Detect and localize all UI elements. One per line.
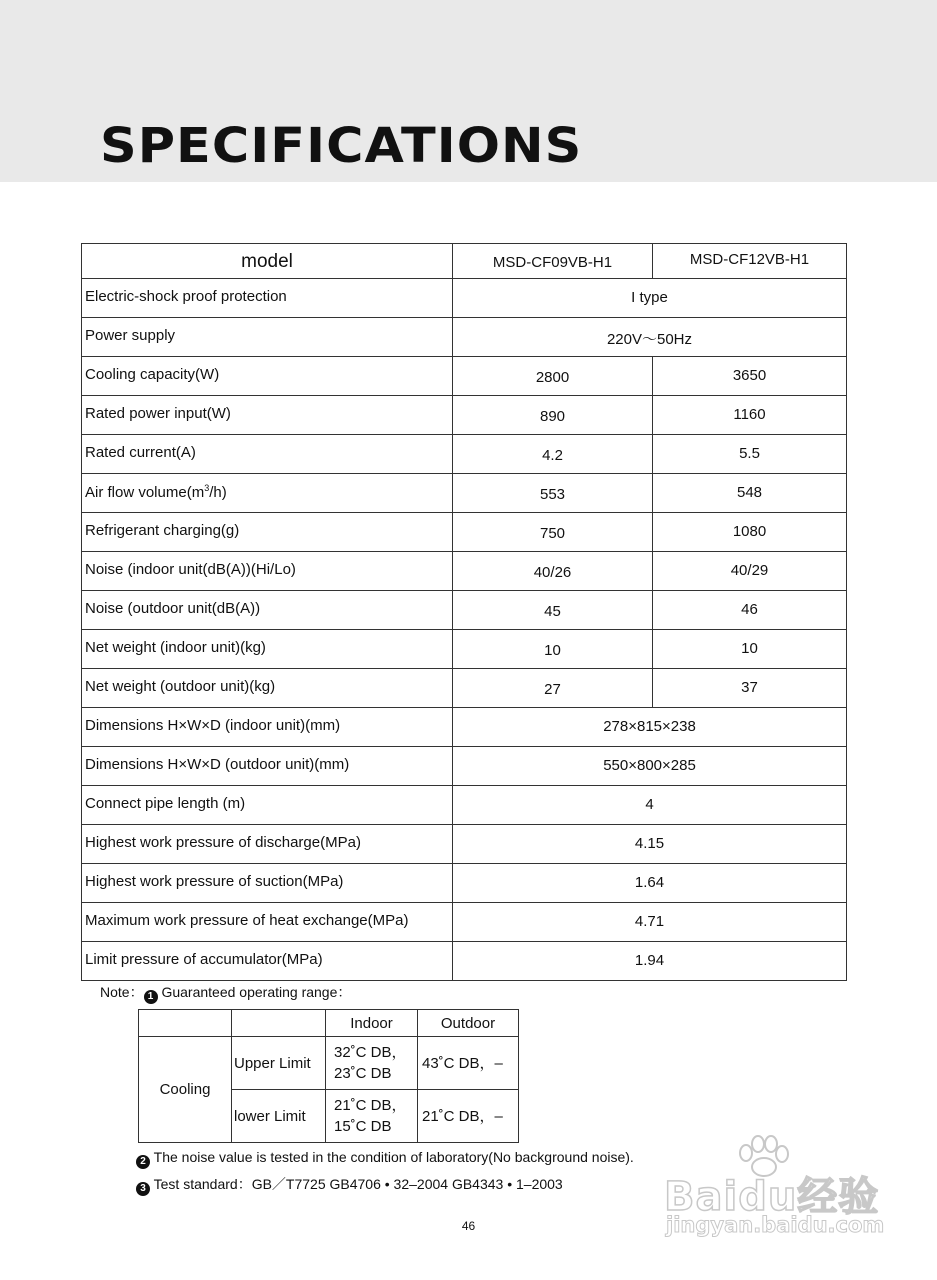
- spec-row: [82, 864, 847, 903]
- spec-row: [82, 747, 847, 786]
- col-outdoor: Outdoor: [418, 1010, 519, 1037]
- spec-row: [82, 630, 847, 669]
- spec-row-label: Limit pressure of accumulator(MPa): [82, 942, 453, 981]
- spec-row-model-1-value: 750: [453, 513, 653, 552]
- note-1-marker: 1: [144, 990, 158, 1004]
- spec-row-model-2-value: 548: [653, 474, 847, 513]
- spec-table: [81, 243, 847, 981]
- spec-row-model-2-value: 3650: [653, 357, 847, 396]
- range-blank-cell: [232, 1010, 326, 1037]
- page-number: 46: [461, 1219, 476, 1233]
- spec-row-label-part: /h): [209, 484, 227, 501]
- mode-cooling: Cooling: [139, 1037, 232, 1143]
- spec-row-label: Cooling capacity(W): [82, 357, 453, 396]
- spec-row-shared-value: 1.94: [453, 942, 847, 981]
- spec-row-model-2-value: 46: [653, 591, 847, 630]
- spec-row-shared-value: 4.15: [453, 825, 847, 864]
- spec-row: [82, 474, 847, 513]
- watermark-url: jingyan.baidu.com: [666, 1213, 885, 1237]
- spec-row-label: Highest work pressure of suction(MPa): [82, 864, 453, 903]
- spec-row: [82, 357, 847, 396]
- spec-row-model-2-value: 1160: [653, 396, 847, 435]
- spec-row-label: Noise (outdoor unit(dB(A)): [82, 591, 453, 630]
- spec-row-model-1-value: 45: [453, 591, 653, 630]
- spec-row-label: Refrigerant charging(g): [82, 513, 453, 552]
- note-3: [136, 1174, 563, 1196]
- spec-row-label: Maximum work pressure of heat exchange(MPa): [82, 903, 453, 942]
- note-1-text: Guaranteed operating range：: [161, 984, 352, 1000]
- spec-row-model-1-value: 4.2: [453, 435, 653, 474]
- note-prefix: Note：: [100, 984, 144, 1000]
- spec-row-label: Rated current(A): [82, 435, 453, 474]
- lower-outdoor: 21˚C DB，–: [418, 1090, 519, 1143]
- spec-row: [82, 318, 847, 357]
- spec-row: [82, 396, 847, 435]
- spec-row: [82, 825, 847, 864]
- upper-indoor: [326, 1037, 418, 1090]
- spec-row: [82, 942, 847, 981]
- spec-row-model-2-value: 1080: [653, 513, 847, 552]
- lower-indoor-line-1: 21˚C DB，: [334, 1097, 407, 1114]
- spec-row-label: [82, 474, 453, 513]
- spec-row-shared-value: 220V～50Hz: [453, 318, 847, 357]
- spec-row-shared-value: 550×800×285: [453, 747, 847, 786]
- watermark-logo: Baidu经验: [664, 1174, 880, 1220]
- spec-row-label: Rated power input(W): [82, 396, 453, 435]
- upper-indoor-line-2: 23˚C DB: [334, 1065, 392, 1082]
- spec-row-model-1-value: 10: [453, 630, 653, 669]
- model-label: model: [82, 244, 453, 279]
- model-2-name: MSD-CF12VB-H1: [653, 244, 847, 279]
- note-2-marker: 2: [136, 1155, 150, 1169]
- spec-row-shared-value: 4.71: [453, 903, 847, 942]
- spec-row: [82, 435, 847, 474]
- spec-row-label: Dimensions H×W×D (indoor unit)(mm): [82, 708, 453, 747]
- note-3-text: Test standard：GB／T7725 GB4706 • 32–2004 GB4343 • 1–2003: [153, 1176, 563, 1192]
- spec-row-shared-value: 1.64: [453, 864, 847, 903]
- baidu-watermark: [662, 1135, 885, 1245]
- spec-row-label: Noise (indoor unit(dB(A))(Hi/Lo): [82, 552, 453, 591]
- upper-limit-label: Upper Limit: [232, 1037, 326, 1090]
- spec-row: [82, 552, 847, 591]
- lower-indoor-line-2: 15˚C DB: [334, 1118, 392, 1135]
- spec-row-model-1-value: 2800: [453, 357, 653, 396]
- spec-row-model-1-value: 27: [453, 669, 653, 708]
- note-2: [136, 1149, 634, 1169]
- spec-row-label: Dimensions H×W×D (outdoor unit)(mm): [82, 747, 453, 786]
- spec-row-shared-value: I type: [453, 279, 847, 318]
- range-upper-row: [139, 1037, 519, 1090]
- spec-row-label: Electric-shock proof protection: [82, 279, 453, 318]
- spec-row-model-1-value: 553: [453, 474, 653, 513]
- spec-row-model-2-value: 10: [653, 630, 847, 669]
- spec-row-model-2-value: 5.5: [653, 435, 847, 474]
- page-title: SPECIFICATIONS: [100, 118, 583, 174]
- spec-row-label: Net weight (outdoor unit)(kg): [82, 669, 453, 708]
- spec-row-model-1-value: 890: [453, 396, 653, 435]
- spec-row-shared-value: 278×815×238: [453, 708, 847, 747]
- lower-limit-label: lower Limit: [232, 1090, 326, 1143]
- note-3-marker: 3: [136, 1182, 150, 1196]
- operating-range-table: [138, 1009, 519, 1143]
- spec-row: [82, 513, 847, 552]
- spec-row-label-sup: 3: [204, 483, 210, 493]
- spec-row-label: Connect pipe length (m): [82, 786, 453, 825]
- spec-row: [82, 279, 847, 318]
- spec-row-label: Power supply: [82, 318, 453, 357]
- spec-row: [82, 591, 847, 630]
- spec-row: [82, 786, 847, 825]
- range-header-row: [139, 1010, 519, 1037]
- col-indoor: Indoor: [326, 1010, 418, 1037]
- spec-row-label: Highest work pressure of discharge(MPa): [82, 825, 453, 864]
- spec-row: [82, 708, 847, 747]
- upper-outdoor: 43˚C DB，–: [418, 1037, 519, 1090]
- range-corner-cell: [139, 1010, 232, 1037]
- model-1-name: MSD-CF09VB-H1: [453, 244, 653, 279]
- lower-indoor: [326, 1090, 418, 1143]
- spec-row: [82, 669, 847, 708]
- note-1: [100, 982, 351, 1004]
- spec-header-row: [82, 244, 847, 279]
- spec-row-model-2-value: 37: [653, 669, 847, 708]
- note-2-text: The noise value is tested in the condition of laboratory(No background noise).: [153, 1149, 634, 1165]
- spec-row-shared-value: 4: [453, 786, 847, 825]
- spec-row-label: Net weight (indoor unit)(kg): [82, 630, 453, 669]
- spec-row: [82, 903, 847, 942]
- spec-row-label-part: Air flow volume(m: [85, 484, 205, 501]
- upper-indoor-line-1: 32˚C DB，: [334, 1044, 407, 1061]
- spec-row-model-2-value: 40/29: [653, 552, 847, 591]
- spec-row-model-1-value: 40/26: [453, 552, 653, 591]
